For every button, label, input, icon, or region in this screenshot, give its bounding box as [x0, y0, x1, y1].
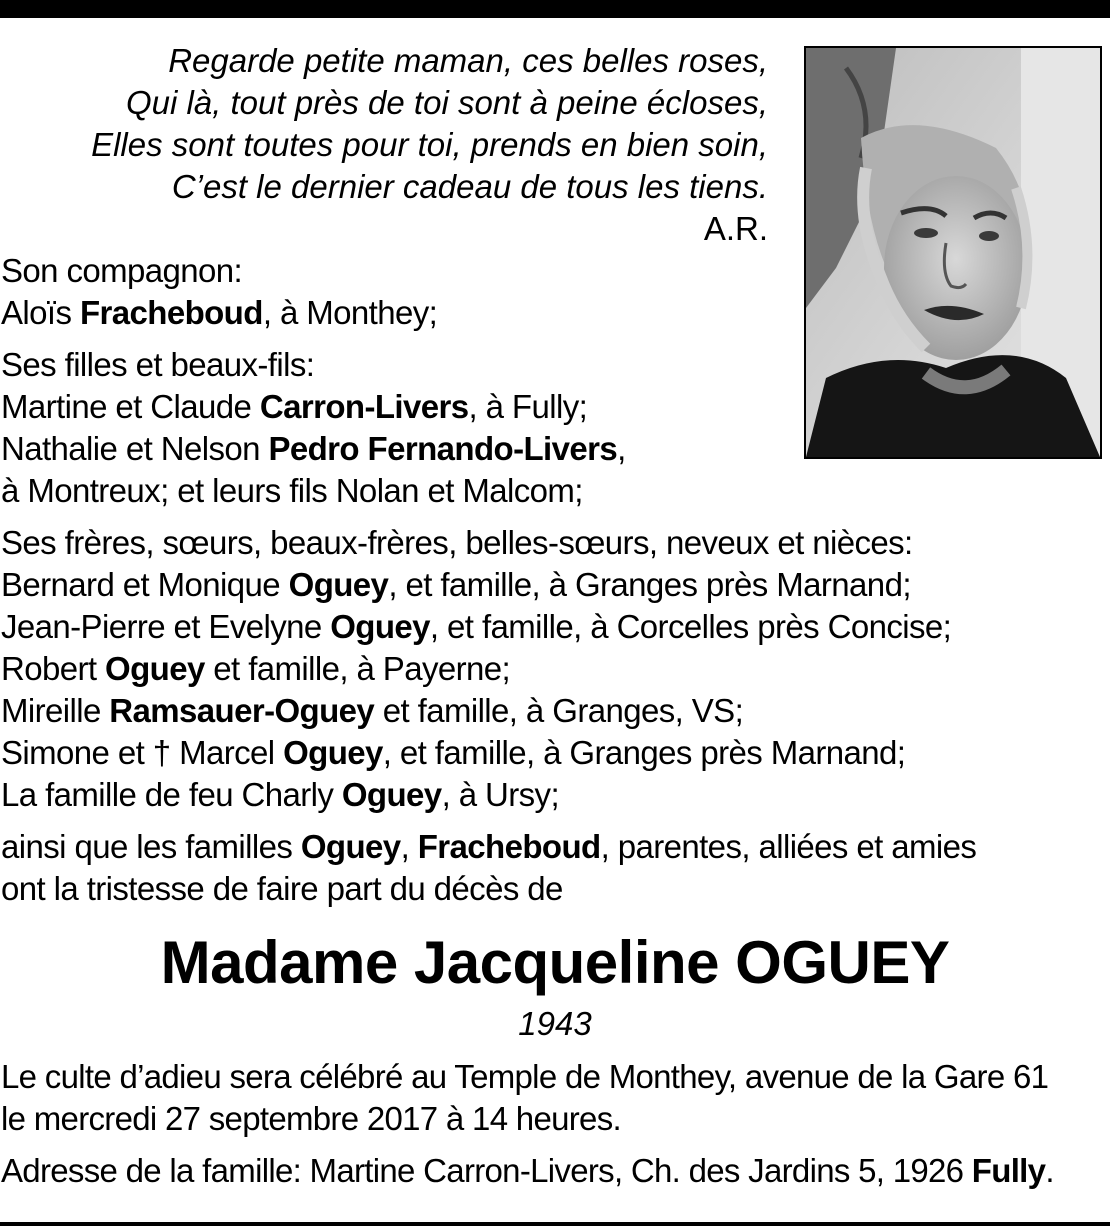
daughters-line — [1, 428, 1109, 470]
first-names: Jean-Pierre et Evelyne — [1, 608, 322, 645]
surname: Carron-Livers — [259, 388, 469, 425]
families-suffix: , parentes, alliées et amies — [600, 828, 977, 865]
sibling-line — [1, 732, 1109, 774]
ceremony-line: Le culte d’adieu sera célébré au Temple de Monthey, avenue de la Gare 61 — [1, 1058, 1049, 1095]
deceased-name: Madame Jacqueline OGUEY — [160, 929, 950, 996]
surname: Oguey — [341, 776, 442, 813]
surname: Oguey — [105, 650, 205, 687]
families-block — [1, 826, 1109, 910]
sibling-line — [1, 774, 1109, 816]
obituary-body — [1, 250, 1109, 920]
surname: Oguey — [283, 734, 383, 771]
first-names: Mireille — [1, 692, 101, 729]
surname: Fracheboud — [417, 828, 601, 865]
daughters-block — [1, 344, 1109, 512]
place: , et famille, à Granges près Marnand; — [382, 734, 906, 771]
companion-heading: Son compagnon: — [1, 252, 243, 289]
poem-line: Qui là, tout près de toi sont à peine écloses, — [125, 84, 768, 121]
address-city: Fully — [971, 1152, 1046, 1189]
surname: Oguey — [300, 828, 401, 865]
first-names: Simone et † Marcel — [1, 734, 275, 771]
surname: Fracheboud — [79, 294, 263, 331]
ceremony-block — [1, 1056, 1109, 1192]
bottom-rule — [0, 1222, 1110, 1226]
sibling-line — [1, 606, 1109, 648]
place: , et famille, à Corcelles près Concise; — [429, 608, 952, 645]
first-names: Martine et Claude — [1, 388, 252, 425]
surname: Oguey — [288, 566, 389, 603]
place: , et famille, à Granges près Marnand; — [388, 566, 911, 603]
place: , à Monthey; — [262, 294, 438, 331]
sibling-line — [1, 648, 1109, 690]
family-address — [1, 1150, 1109, 1192]
surname: Oguey — [330, 608, 430, 645]
separator: , — [400, 828, 410, 865]
companion-block — [1, 250, 1109, 334]
families-prefix: ainsi que les familles — [1, 828, 293, 865]
first-names: Robert — [1, 650, 97, 687]
first-names: Nathalie et Nelson — [1, 430, 260, 467]
siblings-heading: Ses frères, sœurs, beaux-frères, belles-sœurs, neveux et nièces: — [1, 524, 913, 561]
address-text: Adresse de la famille: Martine Carron-Livers, Ch. des Jardins 5, 1926 — [1, 1152, 964, 1189]
birth-year: 1943 — [518, 1005, 592, 1042]
daughters-line: à Montreux; et leurs fils Nolan et Malcom; — [1, 472, 583, 509]
daughters-line — [1, 386, 1109, 428]
sibling-line — [1, 690, 1109, 732]
surname: Ramsauer-Oguey — [109, 692, 375, 729]
ceremony-line: le mercredi 27 septembre 2017 à 14 heures. — [1, 1100, 621, 1137]
place: et famille, à Granges, VS; — [374, 692, 744, 729]
poem-line: Regarde petite maman, ces belles roses, — [168, 42, 768, 79]
surname: Pedro Fernando-Livers — [268, 430, 618, 467]
first-names: Bernard et Monique — [1, 566, 281, 603]
place: , à Fully; — [468, 388, 588, 425]
poem-author: A.R. — [703, 210, 768, 247]
place: , à Ursy; — [441, 776, 560, 813]
first-names: La famille de feu Charly — [1, 776, 334, 813]
poem-line: C’est le dernier cadeau de tous les tiens. — [171, 168, 768, 205]
announcement-line: ont la tristesse de faire part du décès de — [1, 870, 563, 907]
sibling-line — [1, 564, 1109, 606]
top-rule — [0, 0, 1110, 18]
place: et famille, à Payerne; — [204, 650, 511, 687]
siblings-block — [1, 522, 1109, 816]
poem — [40, 40, 768, 250]
daughters-heading: Ses filles et beaux-fils: — [1, 346, 315, 383]
place: , — [617, 430, 626, 467]
companion-line — [1, 292, 1109, 334]
poem-line: Elles sont toutes pour toi, prends en bien soin, — [91, 126, 768, 163]
address-end: . — [1045, 1152, 1054, 1189]
first-names: Aloïs — [1, 294, 72, 331]
families-line — [1, 826, 1109, 868]
